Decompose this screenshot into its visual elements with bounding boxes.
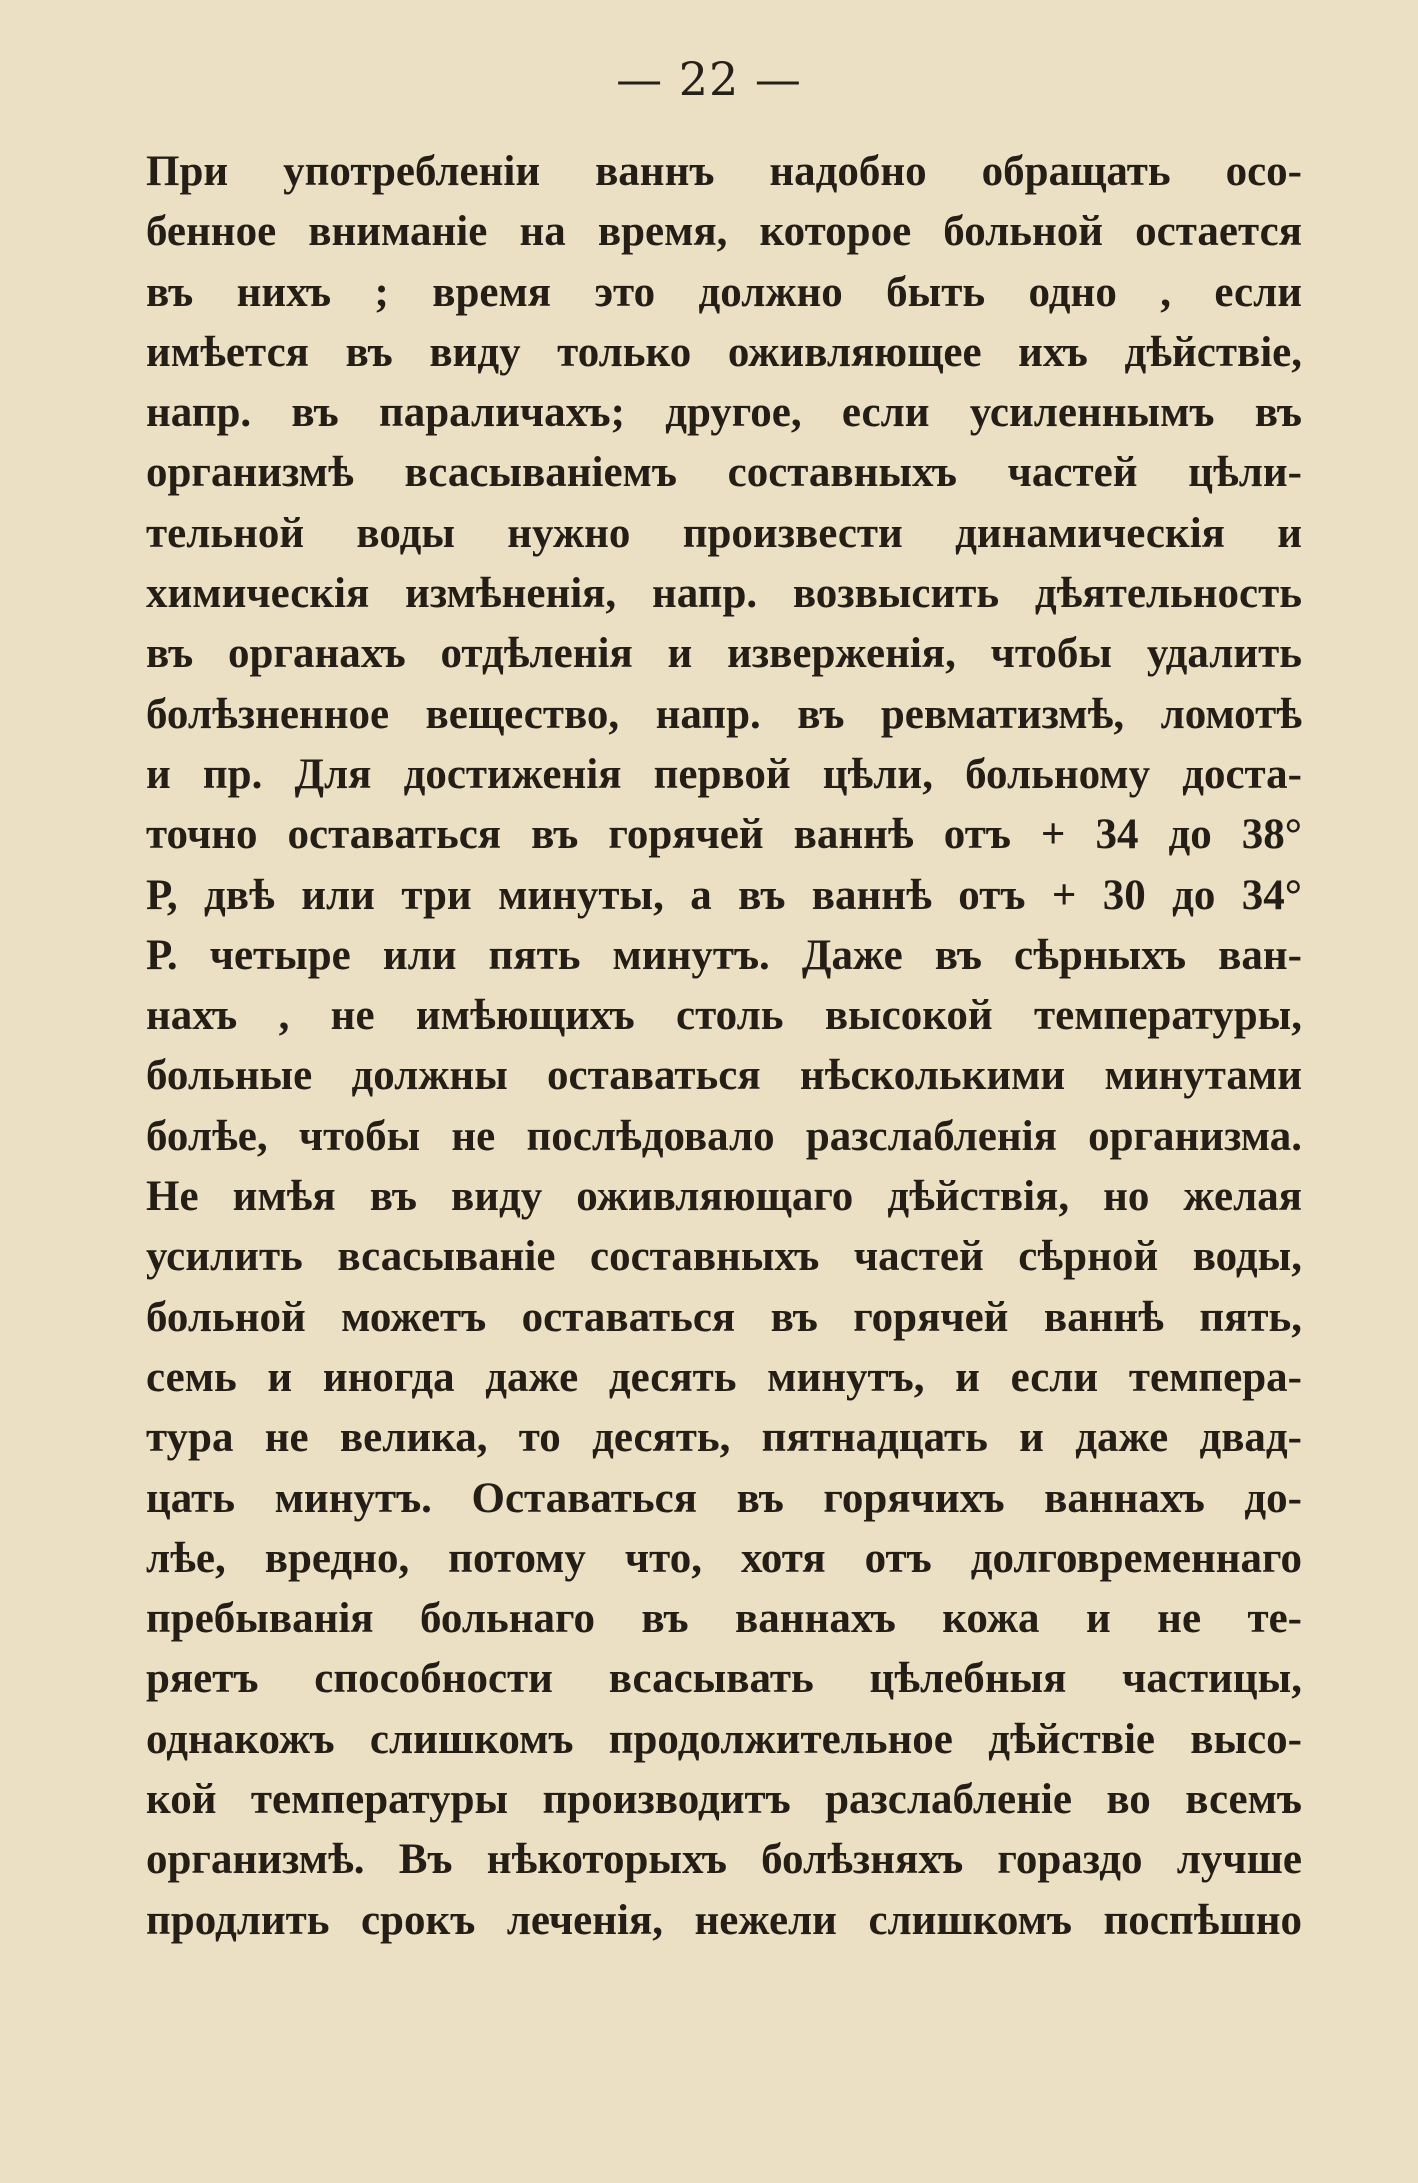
text-line: больной можетъ оставаться въ горячей ваннѣ пять,: [146, 1293, 1302, 1341]
text-line: однакожъ слишкомъ продолжительное дѣйствіе высо-: [146, 1715, 1302, 1763]
text-line: въ нихъ ; время это должно быть одно , если: [146, 268, 1302, 316]
text-line: тура не велика, то десять, пятнадцать и даже двад-: [146, 1414, 1302, 1462]
text-line: Р, двѣ или три минуты, а въ ваннѣ отъ + 30 до 34°: [146, 871, 1302, 919]
text-line: организмѣ всасываніемъ составныхъ частей цѣли-: [146, 449, 1302, 497]
text-line: ряетъ способности всасывать цѣлебныя частицы,: [146, 1655, 1302, 1703]
text-line: Не имѣя въ виду оживляющаго дѣйствія, но желая: [146, 1173, 1302, 1221]
text-line: больные должны оставаться нѣсколькими минутами: [146, 1052, 1302, 1100]
text-line: точно оставаться въ горячей ваннѣ отъ + 34 до 38°: [146, 811, 1302, 859]
text-line: и пр. Для достиженія первой цѣли, больному доста-: [146, 750, 1302, 798]
text-line: лѣе, вредно, потому что, хотя отъ долговременнаго: [146, 1534, 1302, 1582]
text-line: напр. въ параличахъ; другое, если усиленнымъ въ: [146, 389, 1302, 437]
text-line: болѣе, чтобы не послѣдовало разслабленія организма.: [146, 1112, 1302, 1160]
text-line: Р. четыре или пять минутъ. Даже въ сѣрныхъ ван-: [146, 931, 1302, 979]
text-line: продлить срокъ леченія, нежели слишкомъ поспѣшно: [146, 1896, 1302, 1944]
text-line: нахъ , не имѣющихъ столь высокой температуры,: [146, 992, 1302, 1040]
text-line: имѣется въ виду только оживляющее ихъ дѣйствіе,: [146, 328, 1302, 376]
text-line: цать минутъ. Оставаться въ горячихъ ваннахъ до-: [146, 1474, 1302, 1522]
text-line: пребыванія больнаго въ ваннахъ кожа и не те-: [146, 1595, 1302, 1643]
text-line: бенное вниманіе на время, которое больной остается: [146, 208, 1302, 256]
page-number: — 22 —: [616, 52, 802, 106]
text-line: химическія измѣненія, напр. возвысить дѣятельность: [146, 570, 1302, 618]
text-line: кой температуры производитъ разслабленіе во всемъ: [146, 1776, 1302, 1824]
text-line: болѣзненное вещество, напр. въ ревматизмѣ, ломотѣ: [146, 690, 1302, 738]
body-text: [146, 142, 1302, 1951]
text-line: тельной воды нужно произвести динамическія и: [146, 509, 1302, 557]
text-line: въ органахъ отдѣленія и изверженія, чтобы удалить: [146, 630, 1302, 678]
text-line: При употребленіи ваннъ надобно обращать осо-: [146, 148, 1302, 195]
text-line: усилить всасываніе составныхъ частей сѣрной воды,: [146, 1233, 1302, 1281]
text-line: семь и иногда даже десять минутъ, и если темпера-: [146, 1353, 1302, 1401]
text-line: организмѣ. Въ нѣкоторыхъ болѣзняхъ гораздо лучше: [146, 1836, 1302, 1884]
